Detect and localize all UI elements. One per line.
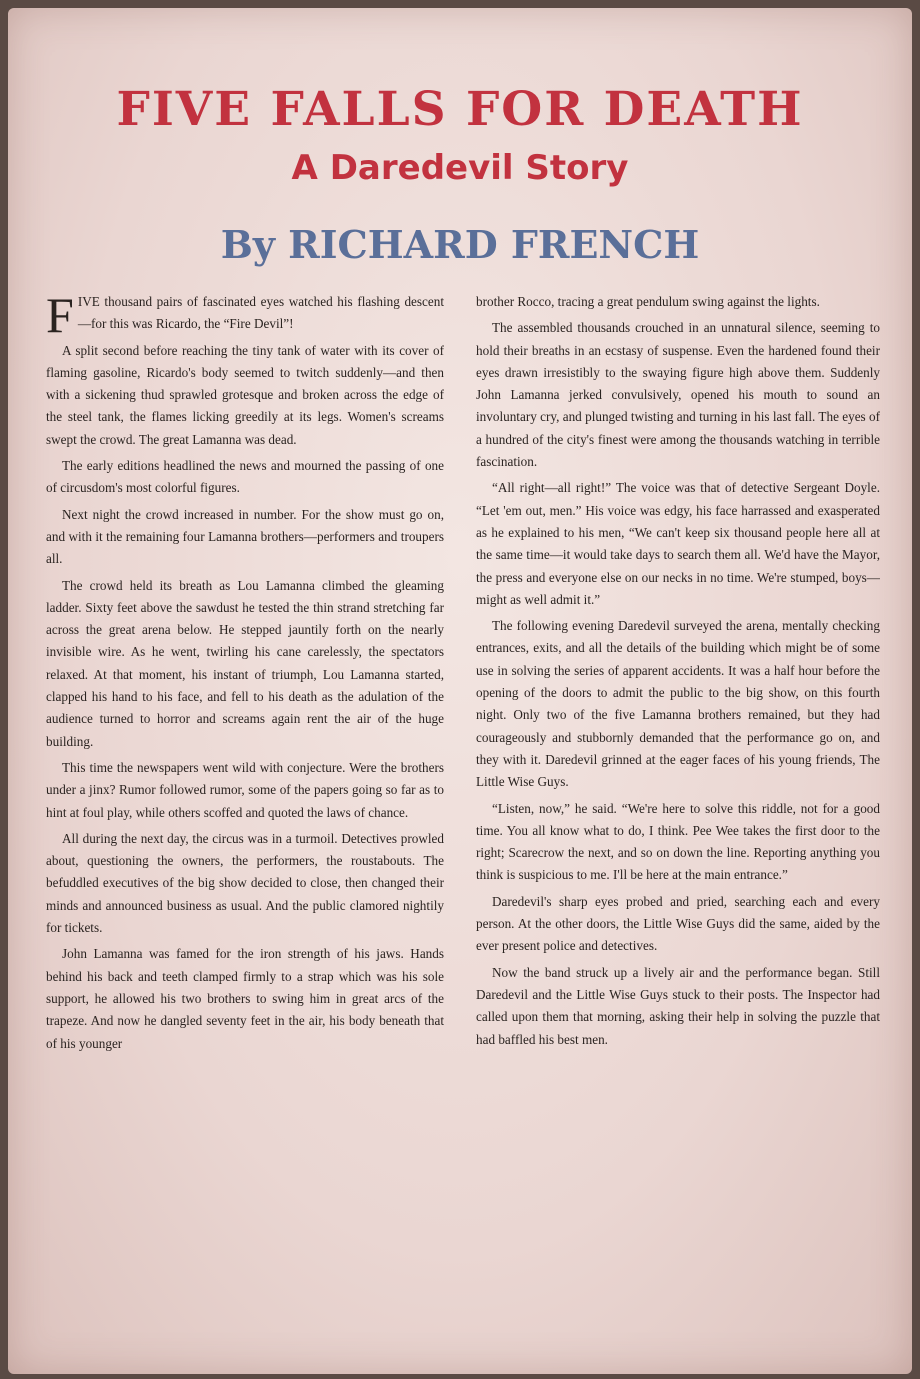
paragraph: The following evening Daredevil surveyed the arena, mentally checking entrances, exits, and all the details of the building which might be of some use in solving the series of apparent accidents. It was a half hour before the opening of the doors to admit the public to the big show, on this fourth night. Only two of the five Lamanna brothers remained, but they had courageously and stubbornly demanded that the performance go on, and they with it. Daredevil grinned at the eager faces of his young friends, The Little Wise Guys. <box>476 618 880 790</box>
paragraph: The assembled thousands crouched in an unnatural silence, seeming to hold their breaths in an ecstasy of suspense. Even the hardened found their eyes drawn irresistibly to the swaying figure high above them. Suddenly John Lamanna jerked convulsively, opened his mouth to sound an involuntary cry, and plunged twisting and turning in his last fall. The eyes of a hundred of the city's finest were among the thousands watching in terrible fascination. <box>476 320 880 470</box>
story-title: FIVE FALLS FOR DEATH <box>116 82 804 137</box>
paragraph: brother Rocco, tracing a great pendulum swing against the lights. <box>476 294 820 309</box>
paragraph-text: IVE thousand pairs of fascinated eyes watched his flashing descent—for this was Ricardo, the “Fire Devil”! <box>77 294 444 332</box>
paragraph <box>46 291 444 343</box>
paragraph: “All right—all right!” The voice was that of detective Sergeant Doyle. “Let 'em out, men.” His voice was edgy, his face harrassed and exasperated as he explained to his men, “We can't keep six thousand people here all at the same time—it would take days to search them all. We'd have the Mayor, the press and everyone else on our necks in no time. We're stumped, boys—might as well admit it.” <box>476 480 880 607</box>
paragraph: A split second before reaching the tiny tank of water with its cover of flaming gasoline, Ricardo's body seemed to twitch suddenly—and then with a sickening thud sprawled grotesque and broken across the edge of the steel tank, the flames licking greedily at its legs. Women's screams swept the crowd. The great Lamanna was dead. <box>46 342 444 447</box>
paragraph: The early editions headlined the news and mourned the passing of one of circusdom's most colorful figures. <box>46 458 444 496</box>
paragraph: All during the next day, the circus was in a turmoil. Detectives prowled about, questioning the owners, the performers, the roustabouts. The befuddled executives of the big show decided to close, then changed their minds and announced business as usual. And the public clamored nightily for tickets. <box>46 830 444 936</box>
right-column <box>476 291 880 1336</box>
paragraph: John Lamanna was famed for the iron strength of his jaws. Hands behind his back and teeth clamped firmly to a strap which was his sole support, he allowed his two brothers to swing him in great arcs of the trapeze. And now he dangled seventy feet in the air, his body beneath that of his younger <box>46 946 444 1051</box>
author-byline: By RICHARD FRENCH <box>220 222 700 267</box>
paragraph: “Listen, now,” he said. “We're here to solve this riddle, not for a good time. You all know what to do, I think. Pee Wee takes the first door to the right; Scarecrow the next, and so on down the line. Reporting anything you think is suspicious to me. I'll be here at the main entrance.” <box>476 800 880 883</box>
paragraph: This time the newspapers went wild with conjecture. Were the brothers under a jinx? Rumor followed rumor, some of the papers going so far as to hint at foul play, while others scoffed and quoted the laws of chance. <box>46 759 444 820</box>
paragraph: Daredevil's sharp eyes probed and pried, searching each and every person. At the other doors, the Little Wise Guys did the same, aided by the ever present police and detectives. <box>476 893 880 954</box>
paragraph: The crowd held its breath as Lou Lamanna climbed the gleaming ladder. Sixty feet above the sawdust he tested the thin strand stretching far across the great arena below. He stepped jauntily forth on the nearly invisible wire. As he went, twirling his cane carelessly, the spectators relaxed. At that moment, his instant of triumph, Lou Lamanna started, clapped his hand to his face, and fell to his death as the adulation of the audience turned to horror and screams again rent the air of the huge building. <box>46 577 444 749</box>
story-subtitle: A Daredevil Story <box>291 148 629 188</box>
paragraph: Now the band struck up a lively air and the performance began. Still Daredevil and the Little Wise Guys stuck to their posts. The Inspector had called upon them that morning, asking their help in solving the puzzle that had baffled his best men. <box>476 964 880 1047</box>
drop-cap: F <box>46 291 74 343</box>
paragraph: Next night the crowd increased in number. For the show must go on, and with it the remaining four Lamanna brothers—performers and troupers all. <box>46 506 444 567</box>
left-column <box>46 291 444 1336</box>
